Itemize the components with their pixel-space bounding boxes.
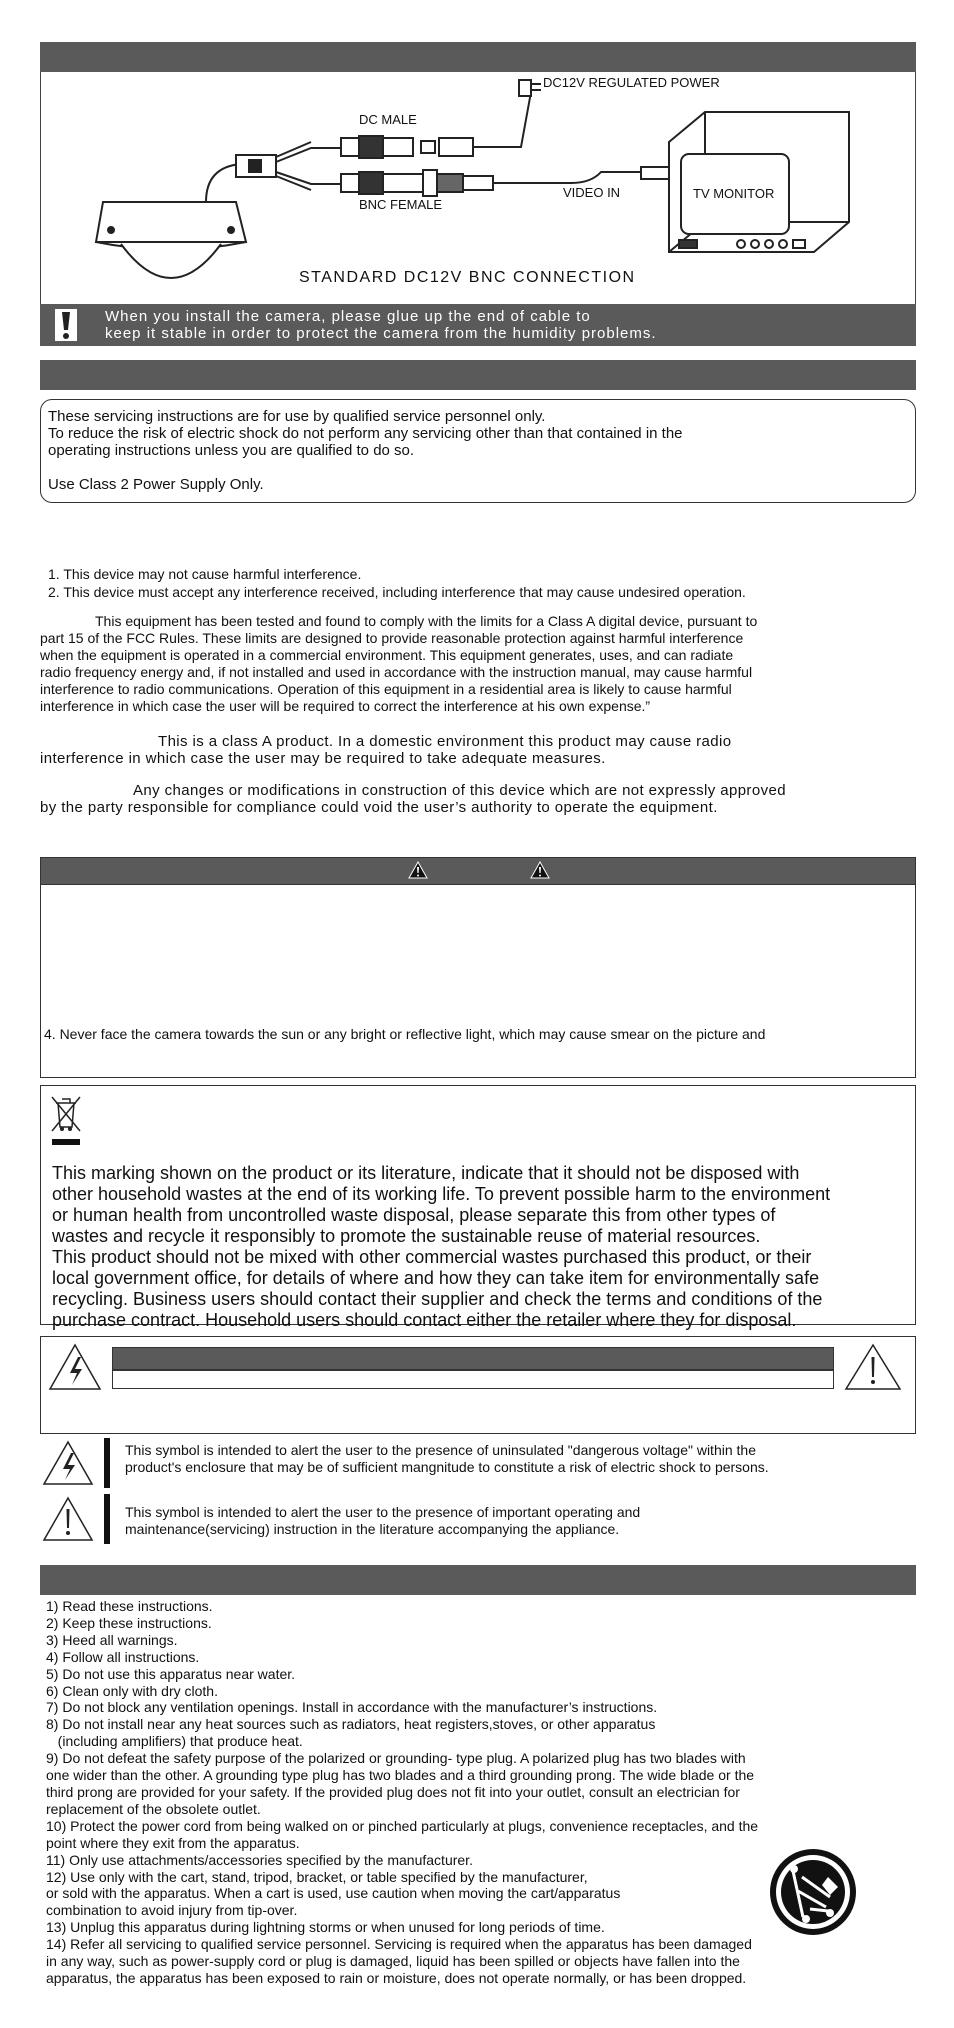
bnc-female-connector-icon: [341, 167, 711, 196]
list-item: 10) Protect the power cord from being walked on or pinched particularly at plugs, convenience receptacles, and the: [46, 1817, 759, 1834]
exclamation-triangle-icon: [844, 1343, 902, 1391]
caution-triangle-icon: [530, 861, 550, 879]
install-warning-line-1: When you install the camera, please glue up the end of cable to: [105, 308, 591, 325]
list-item: one wider than the other. A grounding type plug has two blades and a third grounding prong. The wide blade or the: [46, 1767, 755, 1784]
service-line-3: operating instructions unless you are qualified to do so.: [48, 442, 415, 459]
weee-line-4: wastes and recycle it responsibly to promote the sustainable reuse of material resources.: [52, 1226, 761, 1246]
weee-line-1: This marking shown on the product or its literature, indicate that it should not be disposed with: [52, 1163, 800, 1183]
voltage-symbol-line-1: This symbol is intended to alert the user to the presence of uninsulated "dangerous voltage" within the: [125, 1442, 756, 1458]
dc-male-label: DC MALE: [359, 112, 417, 127]
caution-item-4: 4. Never face the camera towards the sun or any bright or reflective light, which may cause smear on the picture and: [44, 1026, 766, 1042]
voltage-symbol-line-2: product's enclosure that may be of sufficient mangnitude to constitute a risk of electric shock to persons.: [125, 1459, 769, 1475]
attention-symbol-line-1: This symbol is intended to alert the user to the presence of important operating and: [125, 1504, 641, 1520]
list-item: 14) Refer all servicing to qualified service personnel. Servicing is required when the apparatus has been damaged: [46, 1936, 752, 1953]
shock-warning-header-bar: [112, 1347, 834, 1371]
service-line-2: To reduce the risk of electric shock do not perform any servicing other than that contained in the: [48, 425, 683, 442]
fcc-para2-line-1: This is a class A product. In a domestic environment this product may cause radio: [158, 733, 732, 750]
fcc-para1-line-5: interference to radio communications. Operation of this equipment in a residential area is likely to cause harmful: [40, 681, 732, 697]
connection-diagram: [40, 72, 916, 304]
list-item: 12) Use only with the cart, stand, tripod, bracket, or table specified by the manufacturer,: [46, 1868, 588, 1885]
dome-camera-icon: [96, 164, 246, 278]
attention-symbol-line-2: maintenance(servicing) instruction in the literature accompanying the appliance.: [125, 1521, 620, 1537]
power-label: DC12V REGULATED POWER: [543, 75, 720, 90]
list-item: apparatus, the apparatus has been exposed to rain or moisture, does not operate normally, or has been dropped.: [46, 1969, 747, 1986]
list-item: replacement of the obsolete outlet.: [46, 1800, 261, 1817]
fcc-para1-line-3: when the equipment is operated in a commercial environment. This equipment generates, uses, and can radiate: [40, 647, 734, 663]
list-item: 1) Read these instructions.: [46, 1598, 213, 1614]
connection-diagram-svg: [41, 72, 915, 304]
fcc-para1-line-1: This equipment has been tested and found to comply with the limits for a Class A digital device, pursuant to: [95, 613, 758, 629]
list-item: in any way, such as power-supply cord or plug is damaged, liquid has been spilled or objects have fallen into the: [46, 1953, 740, 1970]
list-item: 7) Do not block any ventilation openings. Install in accordance with the manufacturer’s instructions.: [46, 1699, 658, 1716]
list-item: 2) Keep these instructions.: [46, 1614, 212, 1631]
fcc-item-1: 1. This device may not cause harmful interference.: [48, 566, 362, 582]
service-line-1: These servicing instructions are for use by qualified service personnel only.: [48, 408, 546, 425]
safety-header-bar: [40, 1565, 916, 1595]
cart-tipover-icon: [768, 1847, 858, 1937]
exclamation-icon: [55, 309, 77, 341]
video-in-label: VIDEO IN: [563, 185, 621, 200]
diagram-header-bar: [40, 42, 916, 72]
symbol-divider: [104, 1494, 110, 1544]
caution-box: [40, 885, 916, 1078]
fcc-para3-line-1: Any changes or modifications in construction of this device which are not expressly approved: [133, 782, 786, 799]
lightning-triangle-icon: [42, 1440, 94, 1486]
fcc-para3-line-2: by the party responsible for compliance could void the user’s authority to operate the equipment.: [40, 799, 718, 816]
list-item: 13) Unplug this apparatus during lightning storms or when unused for long periods of time.: [46, 1919, 605, 1936]
fcc-para1-line-6: interference in which case the user will be required to correct the interference at his own expense.”: [40, 698, 651, 714]
symbol-divider: [104, 1438, 110, 1488]
fcc-para1-line-4: radio frequency energy and, if not installed and used in accordance with the instruction manual, may cause harmful: [40, 664, 753, 680]
list-item: 11) Only use attachments/accessories specified by the manufacturer.: [46, 1851, 473, 1868]
list-item: (including amplifiers) that produce heat.: [46, 1733, 303, 1750]
power-adapter-icon: [519, 80, 541, 96]
weee-line-3: or human health from uncontrolled waste disposal, please separate this from other types of: [52, 1205, 776, 1225]
bnc-female-label: BNC FEMALE: [359, 197, 443, 212]
shock-warning-text-field: [112, 1369, 834, 1389]
crossed-bin-icon: [48, 1093, 84, 1149]
diagram-caption: STANDARD DC12V BNC CONNECTION: [299, 269, 636, 286]
weee-line-2: other household wastes at the end of its working life. To prevent possible harm to the environment: [52, 1184, 831, 1204]
safety-instructions-list: [46, 1598, 758, 1987]
fcc-para2-line-2: interference in which case the user may be required to take adequate measures.: [40, 750, 606, 767]
list-item: 5) Do not use this apparatus near water.: [46, 1665, 296, 1682]
exclamation-triangle-icon: [42, 1496, 94, 1542]
service-line-4: Use Class 2 Power Supply Only.: [48, 476, 264, 493]
install-warning-line-2: keep it stable in order to protect the camera from the humidity problems.: [105, 325, 657, 342]
list-item: 4) Follow all instructions.: [46, 1648, 200, 1665]
weee-line-7: recycling. Business users should contact their supplier and check the terms and conditions of the: [52, 1289, 823, 1309]
caution-triangle-icon: [408, 861, 428, 879]
list-item: combination to avoid injury from tip-over.: [46, 1902, 298, 1919]
list-item: or sold with the apparatus. When a cart is used, use caution when moving the cart/apparatus: [46, 1885, 621, 1902]
list-item: 3) Heed all warnings.: [46, 1631, 178, 1648]
list-item: 9) Do not defeat the safety purpose of the polarized or grounding- type plug. A polarized plug has two blades with: [46, 1750, 746, 1767]
list-item: point where they exit from the apparatus.: [46, 1834, 300, 1851]
fcc-item-2: 2. This device must accept any interference received, including interference that may cause undesired operation.: [48, 584, 746, 600]
cable-splitter-icon: [236, 142, 341, 190]
weee-line-5: This product should not be mixed with other commercial wastes purchased this product, or their: [52, 1247, 812, 1267]
weee-line-8: purchase contract. Household users should contact either the retailer where they for disposal.: [52, 1310, 797, 1330]
fcc-para1-line-2: part 15 of the FCC Rules. These limits are designed to provide reasonable protection against harmful interference: [40, 630, 744, 646]
list-item: 6) Clean only with dry cloth.: [46, 1682, 218, 1699]
list-item: 8) Do not install near any heat sources such as radiators, heat registers,stoves, or other apparatus: [46, 1716, 656, 1733]
tv-monitor-icon: [669, 112, 849, 252]
weee-line-6: local government office, for details of where and how they can take item for environmentally safe: [52, 1268, 820, 1288]
caution-header-bar: [40, 857, 916, 885]
service-header-bar: [40, 360, 916, 390]
list-item: third prong are provided for your safety. If the provided plug does not fit into your outlet, consult an electrician for: [46, 1783, 740, 1800]
lightning-triangle-icon: [48, 1343, 102, 1391]
tv-monitor-label: TV MONITOR: [693, 186, 775, 201]
